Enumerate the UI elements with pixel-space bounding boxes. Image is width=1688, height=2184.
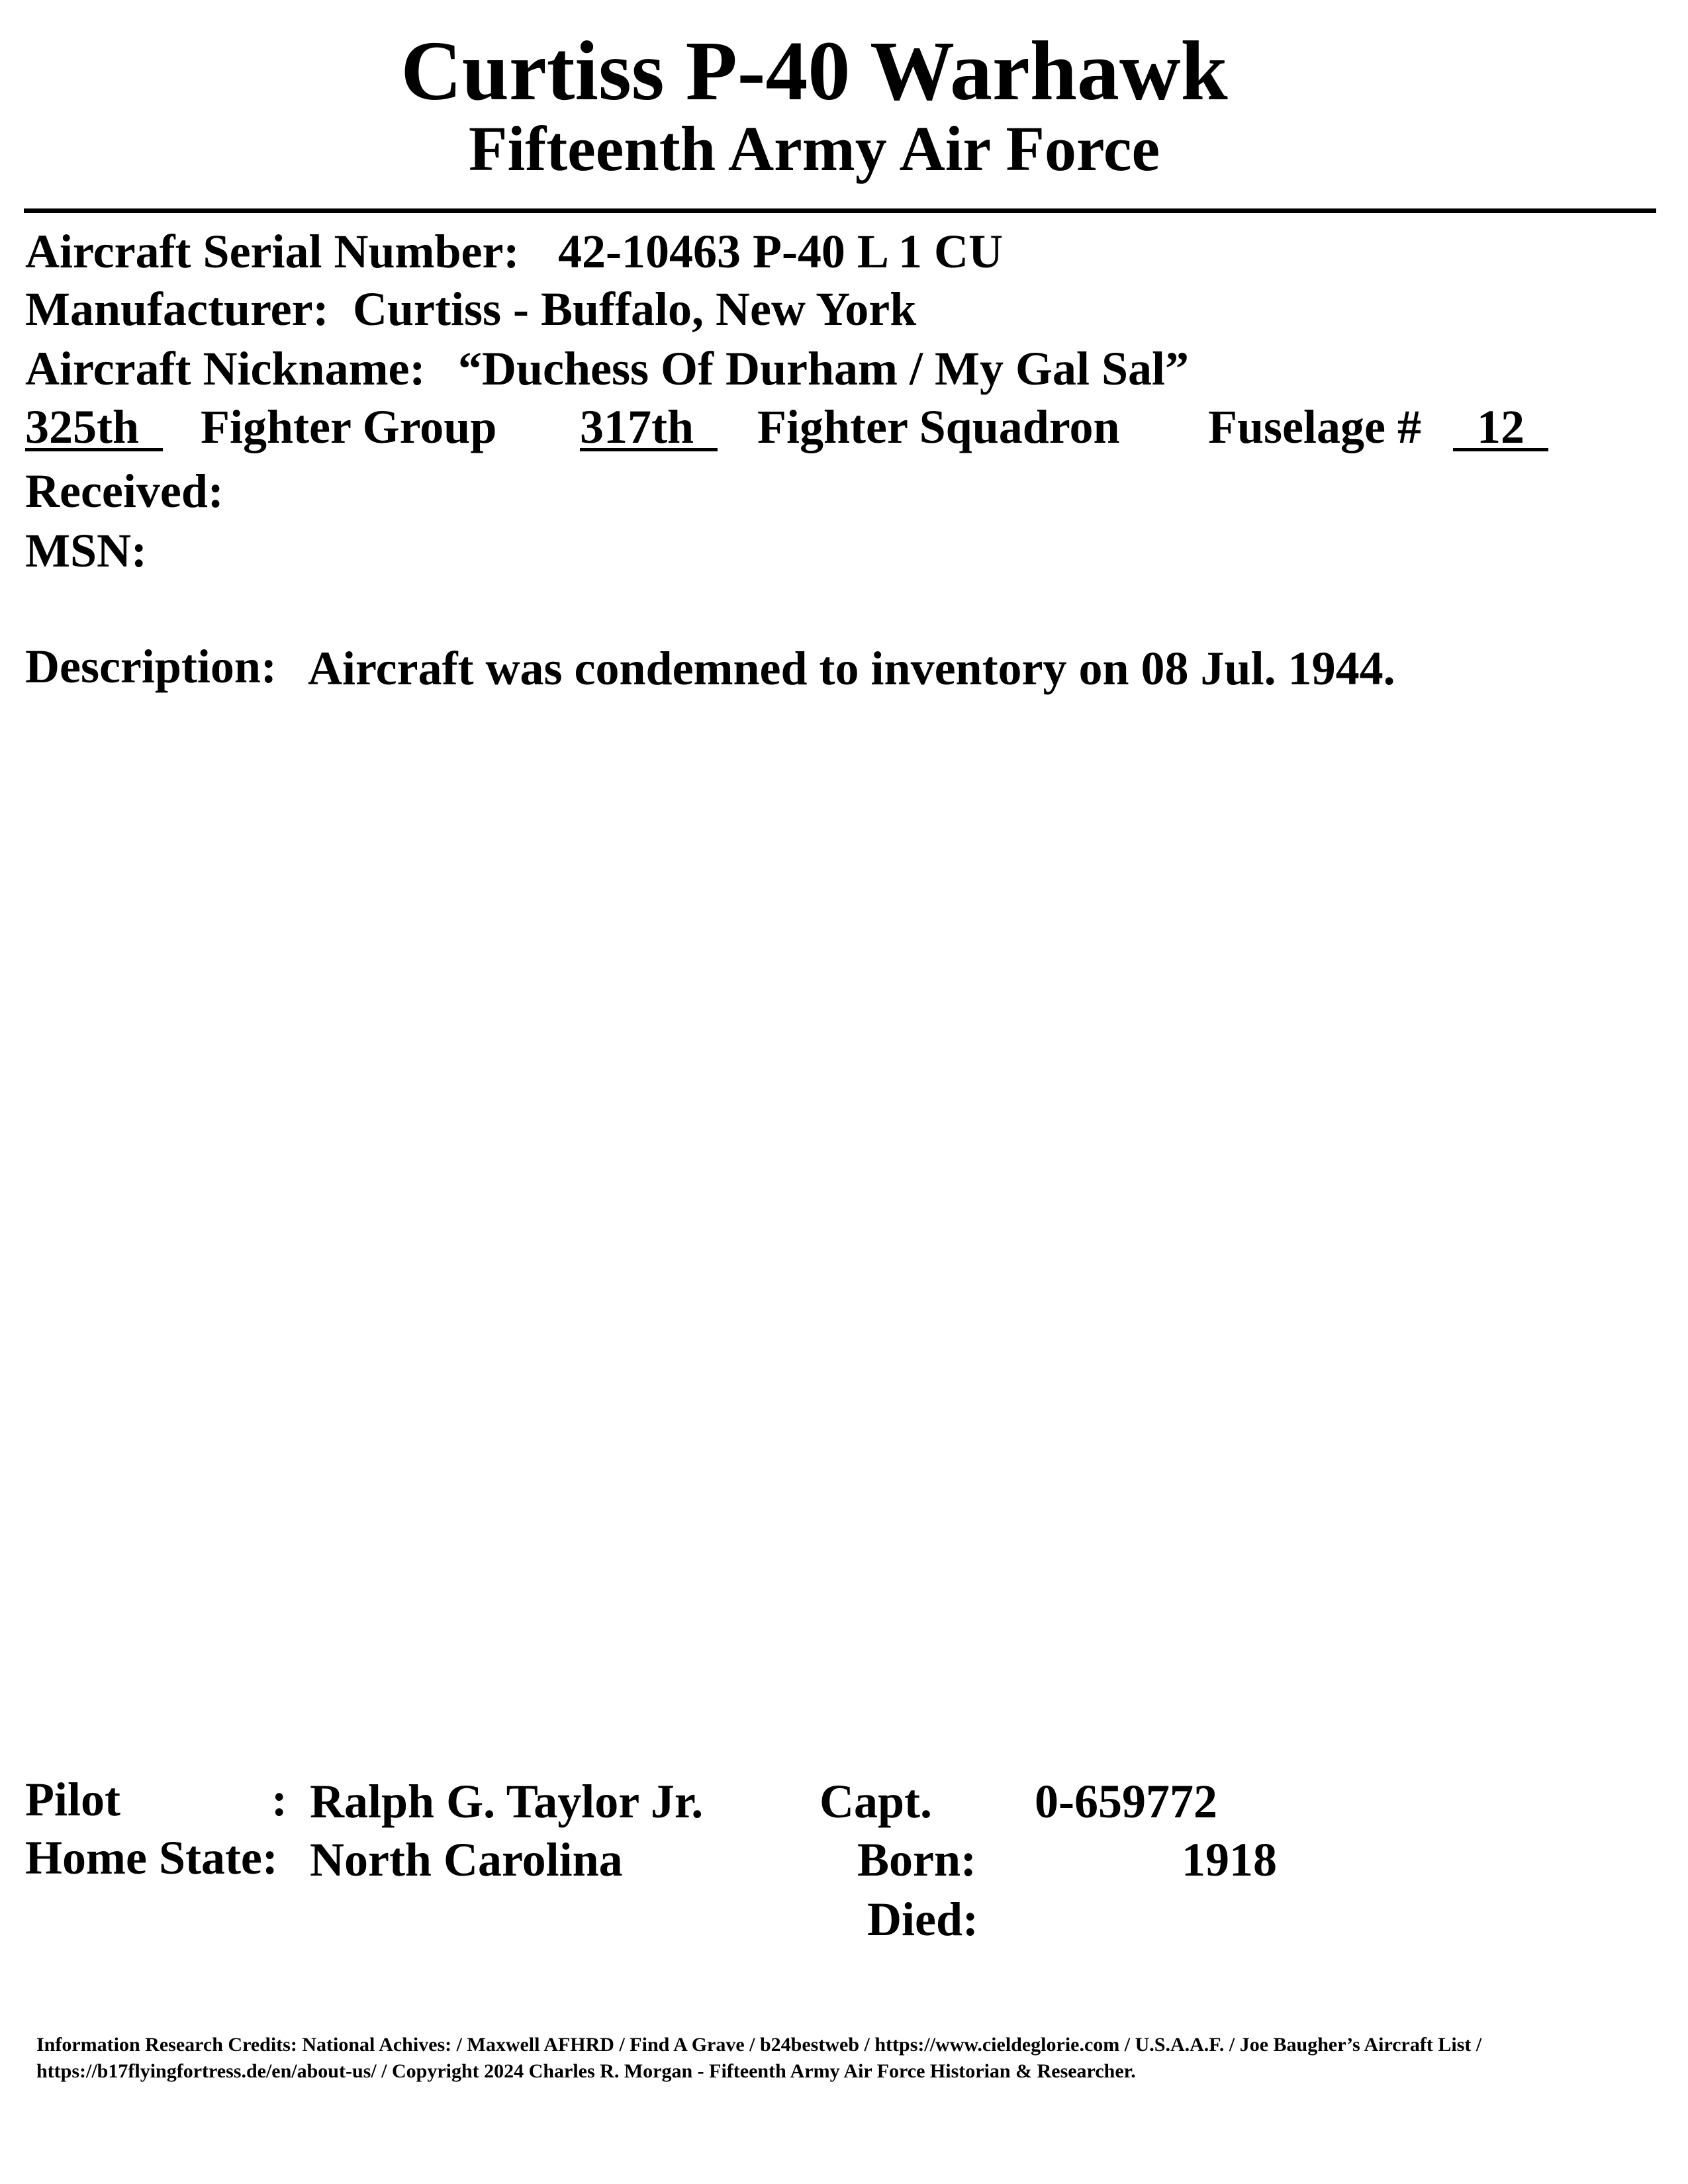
nickname-value: “Duchess Of Durham / My Gal Sal” bbox=[458, 342, 1190, 395]
pilot-rank: Capt. bbox=[820, 1775, 933, 1828]
page-subtitle: Fifteenth Army Air Force bbox=[468, 113, 1160, 184]
fighter-group-label: Fighter Group bbox=[201, 400, 497, 453]
description-label: Description: bbox=[25, 640, 277, 693]
pilot-service-number: 0-659772 bbox=[1035, 1775, 1217, 1828]
header-divider bbox=[24, 208, 1656, 213]
msn-label: MSN: bbox=[25, 524, 147, 577]
received-label: Received: bbox=[25, 465, 224, 518]
credits-line-2: https://b17flyingfortress.de/en/about-us/ / Copyright 2024 Charles R. Morgan - Fifteenth Army Air Force Historian & Researcher. bbox=[36, 2060, 1136, 2082]
manufacturer-value: Curtiss - Buffalo, New York bbox=[353, 283, 917, 336]
description-value: Aircraft was condemned to inventory on 08 Jul. 1944. bbox=[308, 642, 1395, 695]
born-value: 1918 bbox=[1182, 1833, 1277, 1886]
fuselage-number: 12 bbox=[1453, 400, 1548, 453]
page-title: Curtiss P-40 Warhawk bbox=[400, 24, 1228, 118]
credits-footer bbox=[36, 2032, 1665, 2085]
manufacturer-label: Manufacturer: bbox=[25, 283, 329, 336]
home-state-label: Home State: bbox=[25, 1831, 278, 1884]
nickname-label: Aircraft Nickname: bbox=[25, 342, 426, 395]
serial-label: Aircraft Serial Number: bbox=[25, 225, 520, 278]
fighter-squadron-number: 317th bbox=[580, 400, 718, 453]
credits-line-1: Information Research Credits: National Achives: / Maxwell AFHRD / Find A Grave / b24bestweb / https://www.cieldeglorie.com / U.S.A.A.F. / Joe Baugher’s Aircraft List / bbox=[36, 2034, 1482, 2056]
died-label: Died: bbox=[867, 1893, 978, 1946]
pilot-name: Ralph G. Taylor Jr. bbox=[310, 1775, 704, 1828]
born-label: Born: bbox=[857, 1833, 976, 1886]
fighter-group-number: 325th bbox=[25, 400, 164, 453]
fuselage-label: Fuselage # bbox=[1208, 400, 1421, 453]
pilot-colon: : bbox=[271, 1773, 287, 1826]
pilot-label: Pilot bbox=[25, 1773, 120, 1826]
serial-value: 42-10463 P-40 L 1 CU bbox=[558, 225, 1003, 278]
home-state-value: North Carolina bbox=[310, 1833, 623, 1886]
fighter-squadron-label: Fighter Squadron bbox=[757, 400, 1120, 453]
